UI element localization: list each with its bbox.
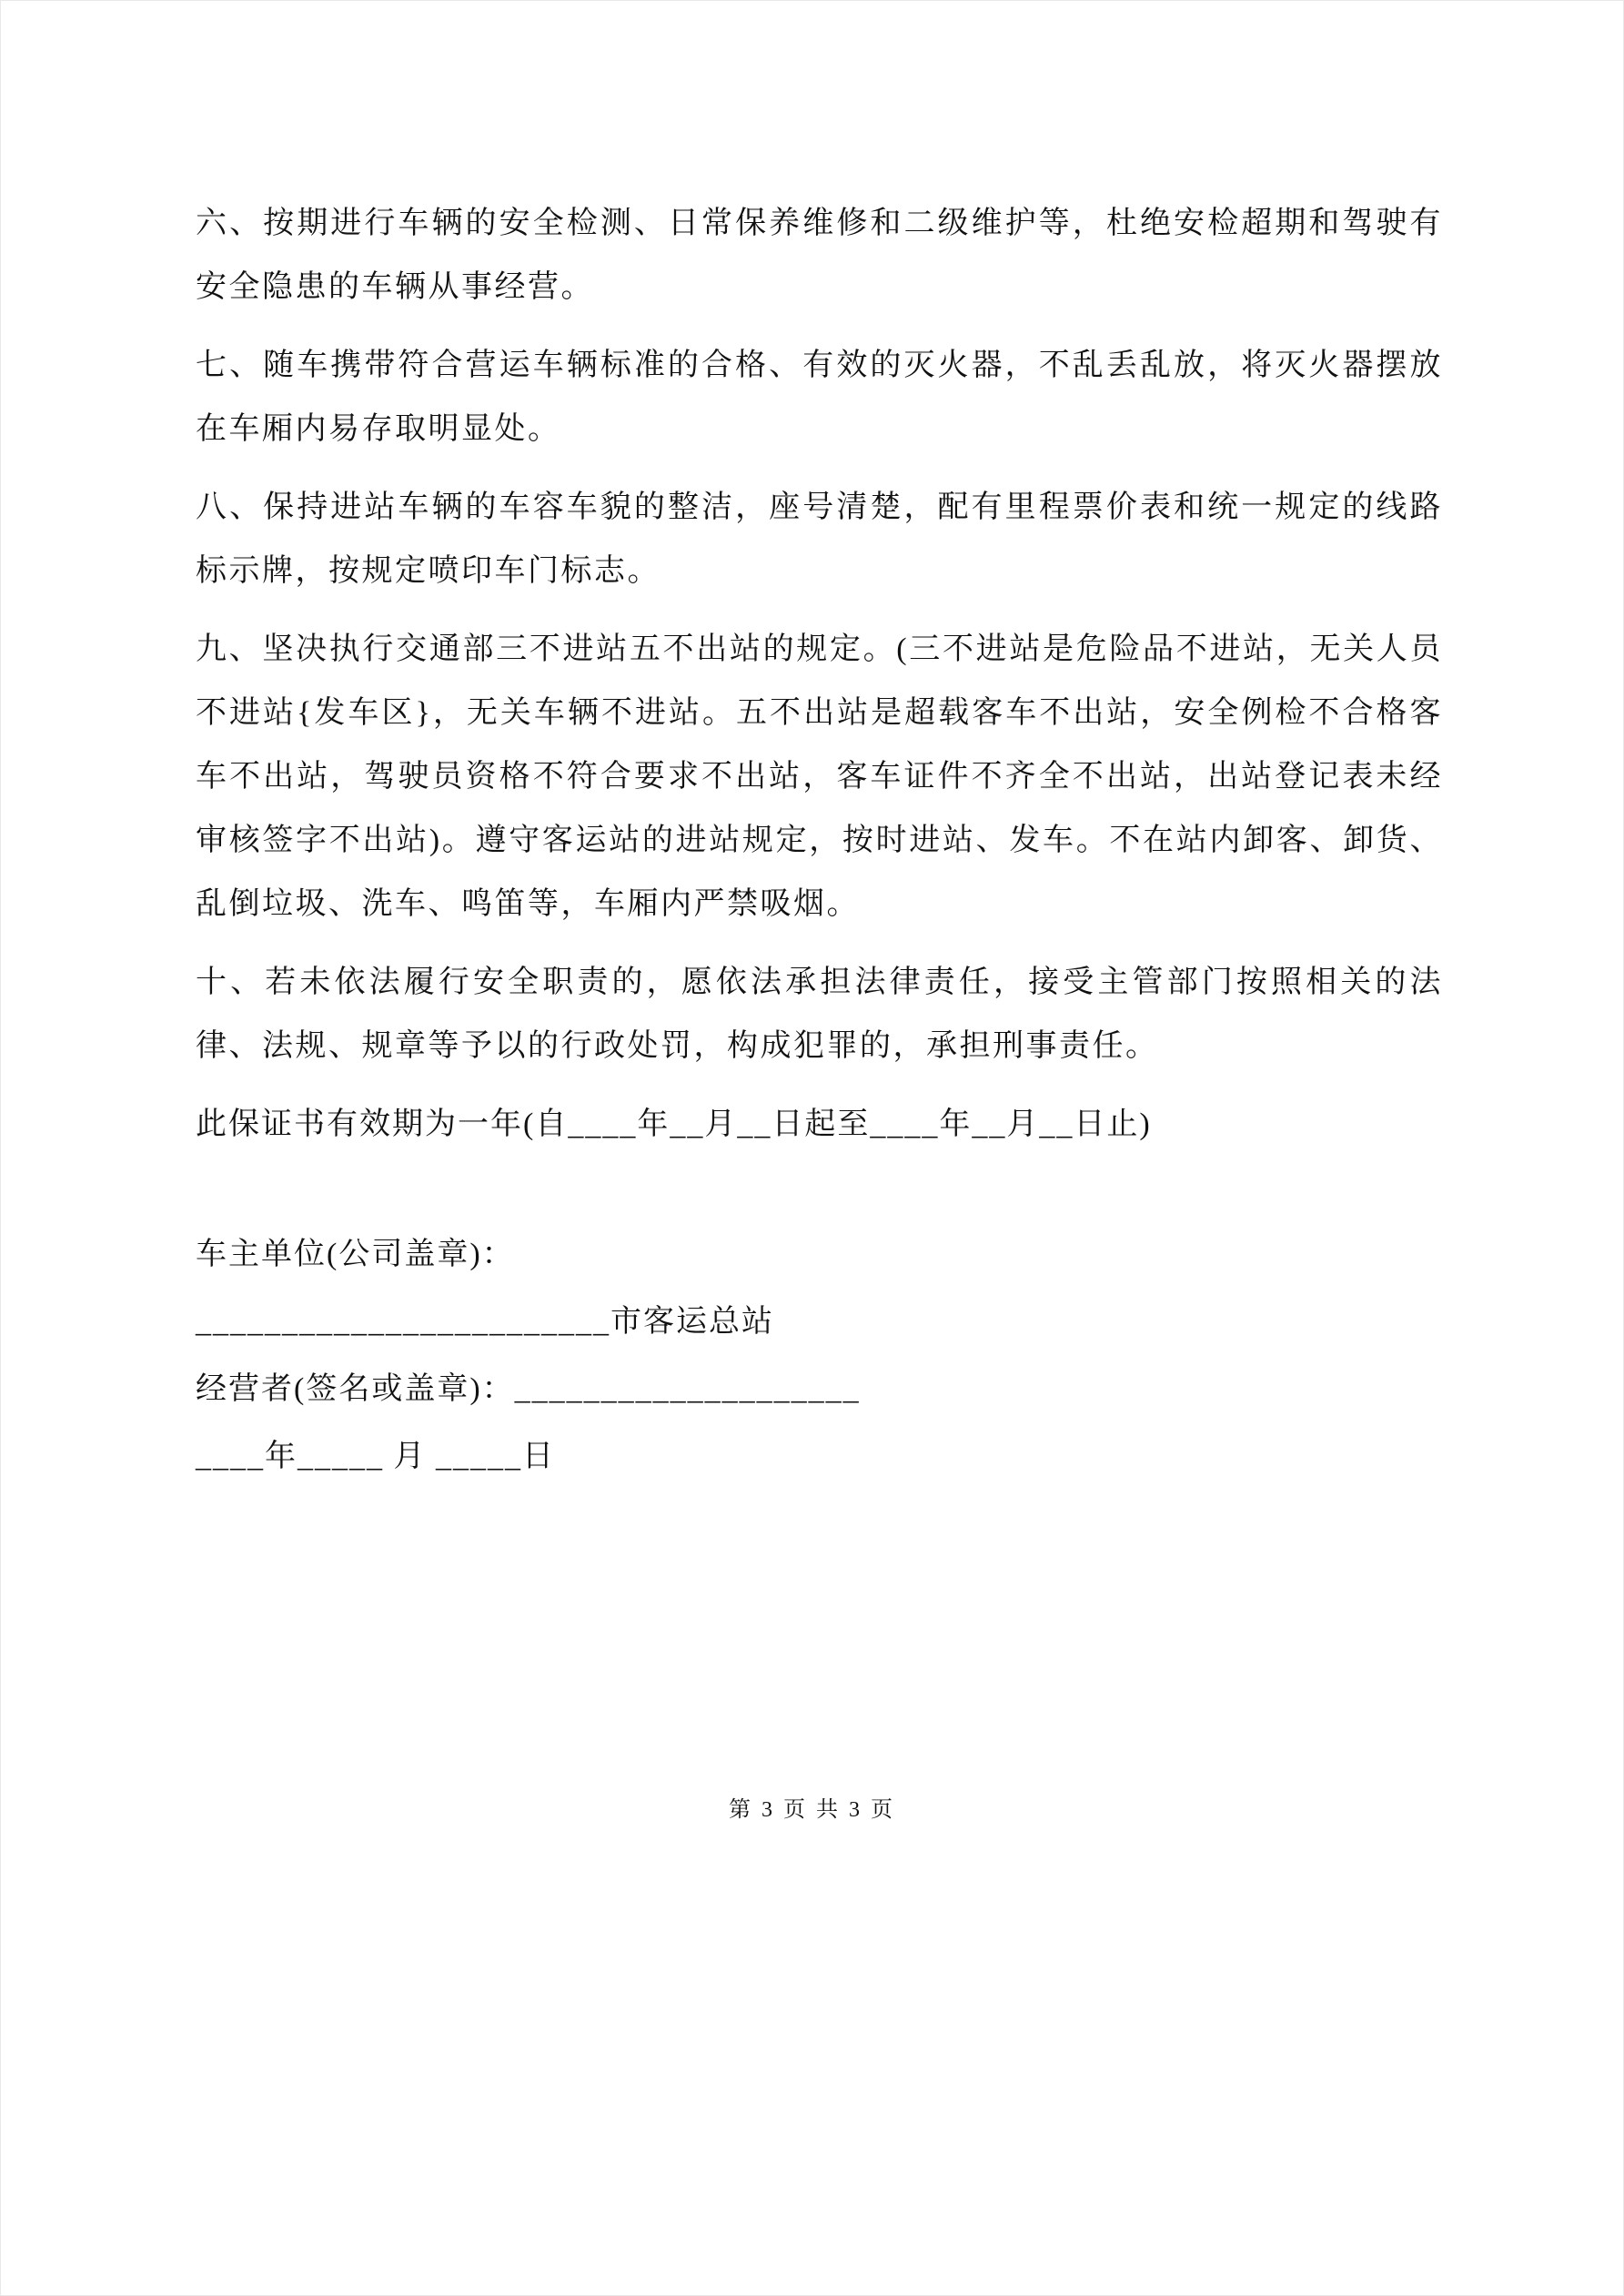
clause-six: 六、按期进行车辆的安全检测、日常保养维修和二级维护等，杜绝安检超期和驾驶有安全隐患的车辆从事经营。 [196,207,1443,304]
clause-ten: 十、若未依法履行安全职责的，愿依法承担法律责任，接受主管部门按照相关的法律、法规、规章等予以的行政处罚，构成犯罪的，承担刑事责任。 [196,966,1443,1063]
operator-signature-line: 经营者(签名或盖章)：____________________ [196,1372,861,1406]
clause-nine: 九、坚决执行交通部三不进站五不出站的规定。(三不进站是危险品不进站，无关人员不进站{发车区}，无关车辆不进站。五不出站是超载客车不出站，安全例检不合格客车不出站，驾驶员资格不符合要求不出站，客车证件不齐全不出站，出站登记表未经审核签字不出站)。遵守客运站的进站规定，按时进站、发车。不在站内卸客、卸货、乱倒垃圾、洗车、鸣笛等，车厢内严禁吸烟。 [196,632,1443,921]
document-body [196,192,1443,1492]
page-number: 第 3 页 共 3 页 [729,1798,895,1822]
validity-period-line: 此保证书有效期为一年(自____年__月__日起至____年__月__日止) [196,1108,1152,1141]
clause-seven: 七、随车携带符合营运车辆标准的合格、有效的灭火器，不乱丢乱放，将灭火器摆放在车厢内易存取明显处。 [196,349,1443,446]
date-signature-line: ____年_____ 月 _____日 [196,1440,555,1473]
clause-eight: 八、保持进站车辆的车容车貌的整洁，座号清楚，配有里程票价表和统一规定的线路标示牌，按规定喷印车门标志。 [196,491,1443,588]
owner-seal-label: 车主单位(公司盖章)： [196,1238,515,1271]
station-signature-line: ________________________市客运总站 [196,1305,774,1339]
signature-block [196,1222,1443,1490]
